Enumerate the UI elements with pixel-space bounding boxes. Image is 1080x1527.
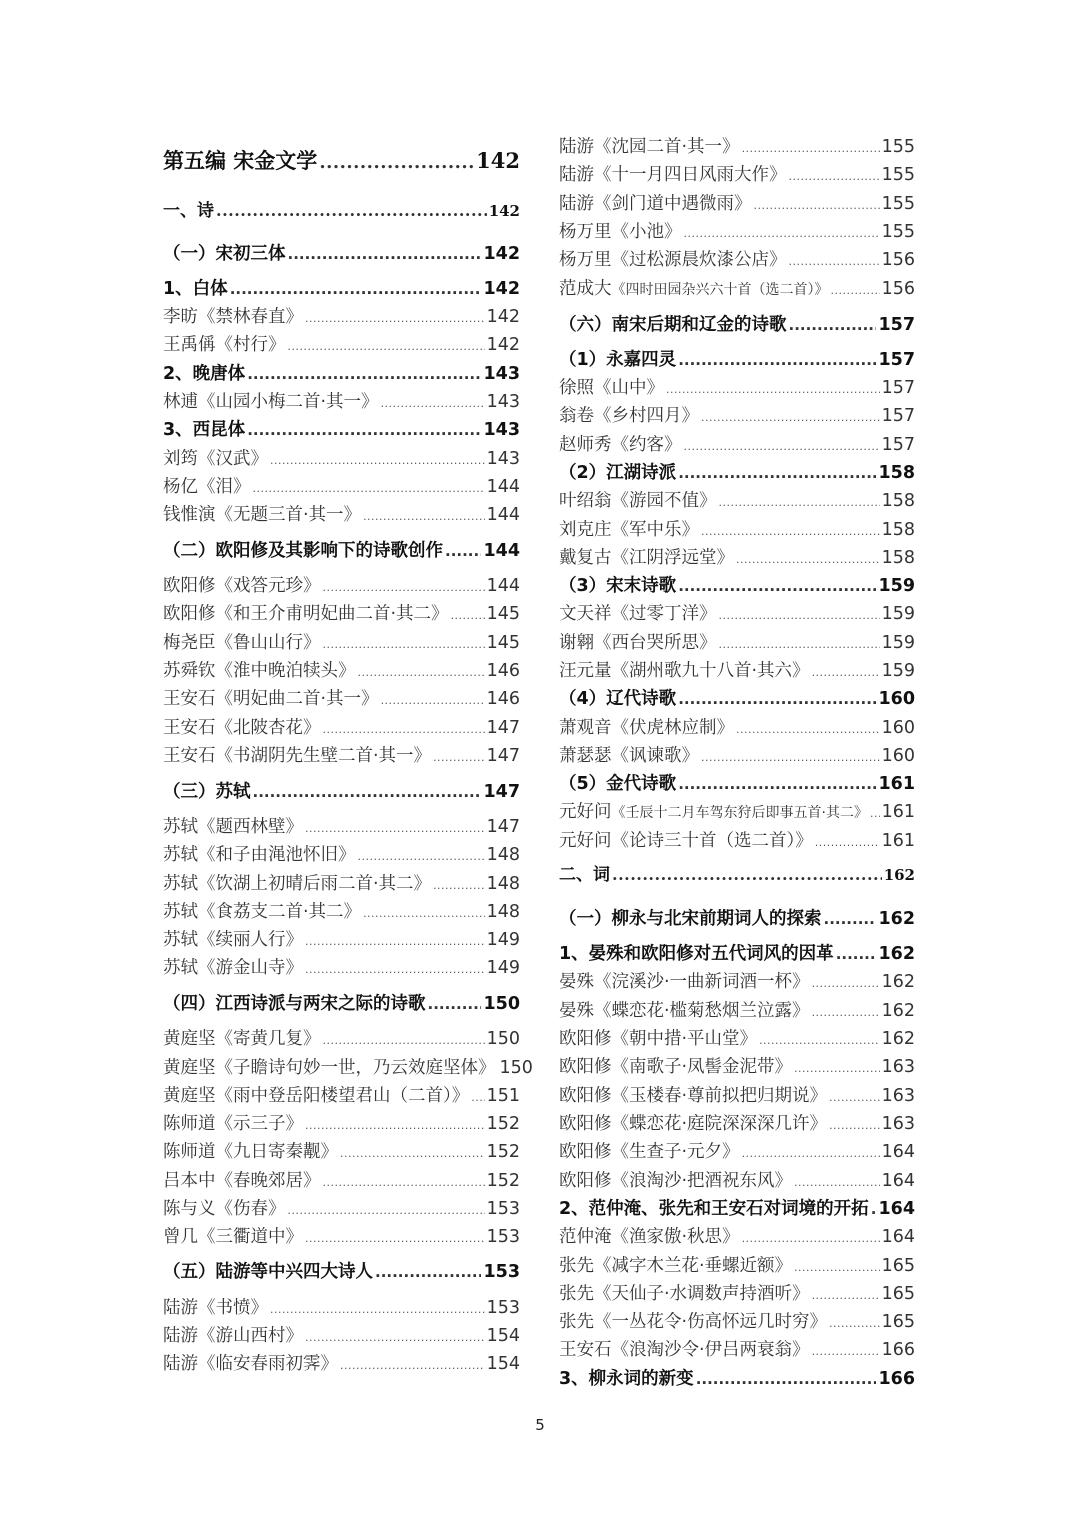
leader-dots [445, 542, 481, 560]
toc-entry: 刘克庄《军中乐》 ..... 158 [559, 516, 915, 541]
leader-dots [812, 1345, 880, 1358]
toc-entry: 陈师道《示三子》 ..... 152 [163, 1110, 520, 1135]
leader-dots [870, 807, 880, 820]
toc-entry: 陆游《书愤》 ..... 153 [163, 1294, 520, 1319]
toc-heading: 2、晚唐体 ..... 143 [163, 360, 520, 385]
leader-dots [323, 638, 485, 651]
toc-entry: 陈与义《伤春》 ..... 153 [163, 1195, 520, 1220]
leader-dots [305, 935, 485, 948]
leader-dots [789, 316, 877, 334]
leader-dots [789, 170, 880, 183]
toc-entry: 陆游《剑门道中遇微雨》 ..... 155 [559, 190, 915, 215]
leader-dots [305, 1331, 485, 1344]
toc-entry: 叶绍翁《游园不值》 ..... 158 [559, 487, 915, 512]
toc-heading: 3、西昆体 ..... 143 [163, 416, 520, 441]
toc-entry: 苏轼《续丽人行》 ..... 149 [163, 926, 520, 951]
toc-entry-work: 《壬辰十二月车驾东狩后即事五首·其二》 [611, 805, 868, 821]
toc-entry: 徐照《山中》 ..... 157 [559, 374, 915, 399]
toc-heading: 3、柳永词的新变 ..... 166 [559, 1365, 915, 1390]
toc-entry: 吕本中《春晚郊居》 ..... 152 [163, 1167, 520, 1192]
toc-entry: 晏殊《浣溪沙·一曲新词酒一杯》 ..... 162 [559, 968, 915, 993]
leader-dots [451, 609, 485, 622]
toc-heading: （2）江湖诗派 ..... 158 [559, 459, 915, 484]
leader-dots [340, 1147, 485, 1160]
toc-entry: 元好问《壬辰十二月车驾东狩后即事五首·其二》 ..... 161 [559, 798, 915, 823]
toc-entry: 萧瑟瑟《讽谏歌》 ..... 160 [559, 742, 915, 767]
leader-dots [363, 510, 485, 523]
toc-entry: 陈师道《九日寄秦觏》 ..... 152 [163, 1138, 520, 1163]
leader-dots [678, 775, 876, 793]
leader-dots [736, 723, 880, 736]
toc-entry: 张先《天仙子·水调数声持酒听》 ..... 165 [559, 1280, 915, 1305]
leader-dots [305, 822, 485, 835]
toc-heading: 2、范仲淹、张先和王安石对词境的开拓 ..... 164 [559, 1195, 915, 1220]
toc-entry: 欧阳修《玉楼春·尊前拟把归期说》 ..... 163 [559, 1082, 915, 1107]
toc-heading: （4）辽代诗歌 ..... 160 [559, 685, 915, 710]
leader-dots [358, 666, 485, 679]
toc-entry: 陆游《沈园二首·其一》 ..... 155 [559, 133, 915, 158]
toc-entry: 欧阳修《蝶恋花·庭院深深深几许》 ..... 163 [559, 1110, 915, 1135]
leader-dots [288, 1204, 485, 1217]
toc-heading: （5）金代诗歌 ..... 161 [559, 770, 915, 795]
leader-dots [247, 421, 481, 439]
leader-dots [305, 1119, 485, 1132]
leader-dots [433, 751, 485, 764]
leader-dots [812, 977, 880, 990]
toc-entry: 苏舜钦《淮中晚泊犊头》 ..... 146 [163, 657, 520, 682]
toc-entry: 王安石《北陂杏花》 ..... 147 [163, 714, 520, 739]
toc-entry: 林逋《山园小梅二首·其一》 ..... 143 [163, 388, 520, 413]
leader-dots [253, 482, 485, 495]
toc-entry: 欧阳修《朝中措·平山堂》 ..... 162 [559, 1025, 915, 1050]
leader-dots [375, 1263, 481, 1281]
toc-heading: （六）南宋后期和辽金的诗歌 ..... 157 [559, 311, 915, 336]
leader-dots [678, 464, 876, 482]
leader-dots [696, 1370, 877, 1388]
toc-section-heading: 二、词 ..... 162 [559, 860, 915, 885]
toc-entry: 王禹偁《村行》 ..... 142 [163, 331, 520, 356]
leader-dots [812, 1289, 880, 1302]
toc-heading: （1）永嘉四灵 ..... 157 [559, 346, 915, 371]
leader-dots [836, 945, 877, 963]
leader-dots [789, 255, 880, 268]
toc-entry: 陆游《临安春雨初霁》 ..... 154 [163, 1350, 520, 1375]
leader-dots [794, 1261, 880, 1274]
toc-entry: 杨万里《过松源晨炊漆公店》 ..... 156 [559, 246, 915, 271]
toc-heading: 1、白体 ..... 142 [163, 275, 520, 300]
toc-entry: 苏轼《食荔支二首·其二》 ..... 148 [163, 898, 520, 923]
leader-dots [319, 152, 474, 173]
toc-entry-author: 范成大 [559, 279, 612, 299]
toc-entry: 杨亿《泪》 ..... 144 [163, 473, 520, 498]
leader-dots [742, 1232, 880, 1245]
toc-entry: 张先《减字木兰花·垂螺近额》 ..... 165 [559, 1252, 915, 1277]
toc-entry: 曾几《三衢道中》 ..... 153 [163, 1223, 520, 1248]
toc-entry: 苏轼《游金山寺》 ..... 149 [163, 954, 520, 979]
leader-dots [829, 1317, 880, 1330]
toc-entry: 王安石《明妃曲二首·其一》 ..... 146 [163, 685, 520, 710]
leader-dots [684, 440, 880, 453]
toc-entry: 陆游《十一月四日风雨大作》 ..... 155 [559, 161, 915, 186]
leader-dots [323, 723, 485, 736]
leader-dots [253, 783, 482, 801]
leader-dots [270, 1303, 485, 1316]
leader-dots [754, 199, 880, 212]
leader-dots [433, 879, 485, 892]
leader-dots [831, 284, 880, 297]
toc-entry: 欧阳修《南歌子·凤髻金泥带》 ..... 163 [559, 1053, 915, 1078]
leader-dots [323, 1034, 485, 1047]
toc-entry: 晏殊《蝶恋花·槛菊愁烟兰泣露》 ..... 162 [559, 997, 915, 1022]
leader-dots [305, 312, 485, 325]
leader-dots [305, 1232, 485, 1245]
toc-entry: 钱惟演《无题三首·其一》 ..... 144 [163, 501, 520, 526]
leader-dots [719, 609, 880, 622]
leader-dots [358, 850, 485, 863]
toc-entry: 文天祥《过零丁洋》 ..... 159 [559, 600, 915, 625]
toc-entry: 苏轼《饮湖上初晴后雨二首·其二》 ..... 148 [163, 870, 520, 895]
leader-dots [363, 907, 485, 920]
leader-dots [678, 577, 876, 595]
leader-dots [871, 1200, 877, 1218]
toc-entry: 黄庭坚《寄黄几复》 ..... 150 [163, 1025, 520, 1050]
toc-section-heading: 一、诗 ..... 142 [163, 196, 520, 221]
leader-dots [381, 397, 485, 410]
toc-entry: 萧观音《伏虎林应制》 ..... 160 [559, 714, 915, 739]
leader-dots [829, 1091, 880, 1104]
leader-dots [701, 751, 880, 764]
leader-dots [381, 694, 485, 707]
leader-dots [678, 690, 876, 708]
leader-dots [612, 865, 882, 884]
toc-entry: 王安石《书湖阴先生壁二首·其一》 ..... 147 [163, 742, 520, 767]
leader-dots [824, 910, 877, 928]
leader-dots [794, 1062, 880, 1075]
toc-part-heading: 第五编 宋金文学 ..... 142 [163, 145, 520, 175]
leader-dots [684, 227, 880, 240]
toc-entry: 李昉《禁林春直》 ..... 142 [163, 303, 520, 328]
leader-dots [323, 1176, 485, 1189]
toc-entry: 王安石《浪淘沙令·伊吕两衰翁》 ..... 166 [559, 1336, 915, 1361]
leader-dots [812, 666, 880, 679]
toc-entry: 元好问《论诗三十首（选二首）》 ..... 161 [559, 827, 915, 852]
toc-entry-author: 元好问 [559, 802, 612, 822]
toc-entry: 黄庭坚《雨中登岳阳楼望君山（二首）》 ..... 151 [163, 1082, 520, 1107]
toc-heading: （二）欧阳修及其影响下的诗歌创作 ..... 144 [163, 537, 520, 562]
leader-dots [742, 142, 880, 155]
leader-dots [815, 836, 880, 849]
toc-entry: 戴复古《江阴浮远堂》 ..... 158 [559, 544, 915, 569]
toc-heading: （一）宋初三体 ..... 142 [163, 240, 520, 265]
toc-heading: （五）陆游等中兴四大诗人 ..... 153 [163, 1258, 520, 1283]
toc-entry: 苏轼《题西林壁》 ..... 147 [163, 813, 520, 838]
toc-entry: 欧阳修《浪淘沙·把酒祝东风》 ..... 164 [559, 1167, 915, 1192]
leader-dots [701, 525, 880, 538]
toc-entry: 谢翱《西台哭所思》 ..... 159 [559, 629, 915, 654]
leader-dots [812, 1006, 880, 1019]
toc-entry: 刘筠《汉武》 ..... 143 [163, 445, 520, 470]
leader-dots [759, 1034, 880, 1047]
leader-dots [428, 995, 482, 1013]
leader-dots [270, 454, 485, 467]
toc-entry: 欧阳修《和王介甫明妃曲二首·其二》 ..... 145 [163, 600, 520, 625]
leader-dots [323, 581, 485, 594]
toc-entry: 范成大《四时田园杂兴六十首（选二首）》 ..... 156 [559, 275, 915, 300]
leader-dots [305, 963, 485, 976]
leader-dots [719, 638, 880, 651]
leader-dots [216, 201, 487, 220]
toc-entry: 欧阳修《生查子·元夕》 ..... 164 [559, 1138, 915, 1163]
leader-dots [829, 1119, 880, 1132]
leader-dots [719, 496, 880, 509]
toc-heading: 1、晏殊和欧阳修对五代词风的因革 ..... 162 [559, 940, 915, 965]
leader-dots [471, 1091, 484, 1104]
toc-heading: （四）江西诗派与两宋之际的诗歌 ..... 150 [163, 990, 520, 1015]
toc-entry: 梅尧臣《鲁山山行》 ..... 145 [163, 629, 520, 654]
leader-dots [340, 1359, 485, 1372]
leader-dots [230, 280, 482, 298]
toc-entry-work: 《四时田园杂兴六十首（选二首）》 [611, 282, 829, 298]
toc-entry: 杨万里《小池》 ..... 155 [559, 218, 915, 243]
page-number: 5 [535, 1416, 545, 1434]
leader-dots [247, 365, 481, 383]
leader-dots [678, 351, 876, 369]
leader-dots [288, 245, 482, 263]
toc-entry: 汪元量《湖州歌九十八首·其六》 ..... 159 [559, 657, 915, 682]
toc-heading: （一）柳永与北宋前期词人的探索 ..... 162 [559, 905, 915, 930]
leader-dots [794, 1176, 880, 1189]
toc-entry: 陆游《游山西村》 ..... 154 [163, 1322, 520, 1347]
leader-dots [742, 1147, 880, 1160]
leader-dots [736, 553, 880, 566]
toc-heading: （三）苏轼 ..... 147 [163, 778, 520, 803]
toc-entry: 翁卷《乡村四月》 ..... 157 [559, 402, 915, 427]
toc-entry: 苏轼《和子由渑池怀旧》 ..... 148 [163, 841, 520, 866]
toc-entry: 赵师秀《约客》 ..... 157 [559, 431, 915, 456]
leader-dots [288, 340, 485, 353]
leader-dots [701, 411, 880, 424]
toc-entry: 张先《一丛花令·伤高怀远几时穷》 ..... 165 [559, 1308, 915, 1333]
toc-entry: 范仲淹《渔家傲·秋思》 ..... 164 [559, 1223, 915, 1248]
toc-entry: 欧阳修《戏答元珍》 ..... 144 [163, 572, 520, 597]
leader-dots [666, 383, 880, 396]
toc-heading: （3）宋末诗歌 ..... 159 [559, 572, 915, 597]
toc-entry: 黄庭坚《子瞻诗句妙一世，乃云效庭坚体》 150 [163, 1058, 533, 1078]
